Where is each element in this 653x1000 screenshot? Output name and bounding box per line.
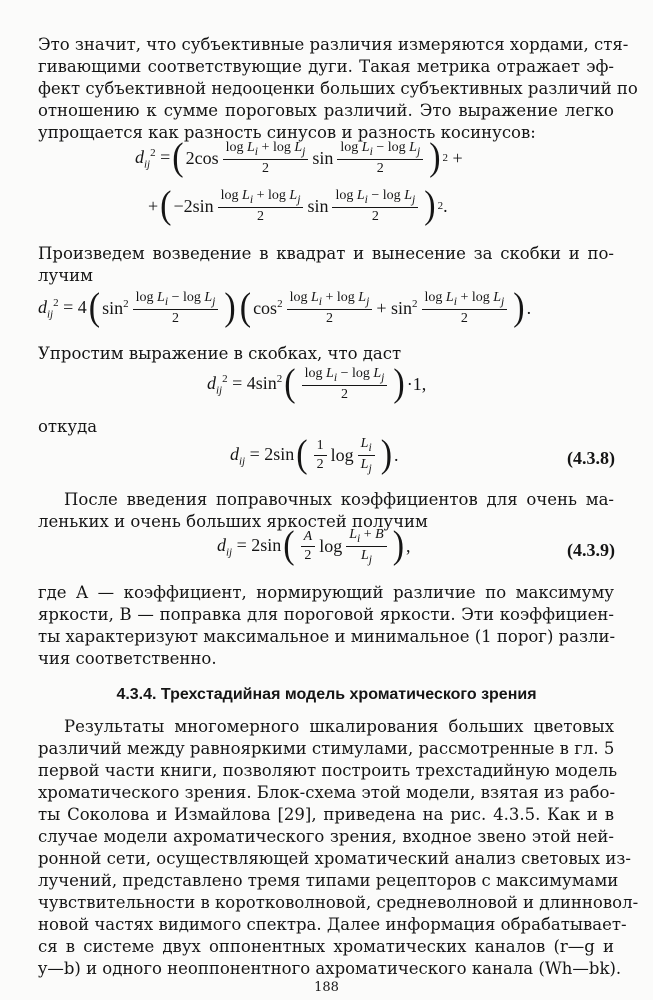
text-line: упрощается как разность синусов и разность косинусов: <box>38 123 536 142</box>
text-line: гивающими соответствующие дуги. Такая метрика отражает эф- <box>38 57 614 76</box>
formula-line-3: $d_{ij}^2 = 4$ ( $\sin^2$ $\frac{\log L_i - \log L_j}{2}$ ) ( $\cos^2$ $\frac{\log L_i + \log L_j}{2}$ + $\sin^2$ $\frac{\log L_i + \log L_j}{2}$ ) . <box>38 286 532 330</box>
text-line: фект субъективной недооценки больших субъективных различий по <box>38 79 638 98</box>
equation-4-3-8: $d_{ij} = 2\sin$ ( $\frac{1}{2}$ log $\frac{L_i}{L_j}$ ) . <box>230 433 399 476</box>
text-line: откуда <box>38 417 98 436</box>
text-line: леньких и очень больших яркостей получим <box>38 512 428 531</box>
text-line: Произведем возведение в квадрат и вынесение за скобки и по- <box>38 244 614 263</box>
text-line: где A — коэффициент, нормирующий различие по максимуму <box>38 583 614 602</box>
page-number: 188 <box>314 980 339 995</box>
text-line: ты характеризуют максимальное и минимальное (1 порог) разли- <box>38 627 616 646</box>
text-line: лучим <box>38 266 93 285</box>
text-line: различий между равнояркими стимулами, рассмотренные в гл. 5 <box>38 739 615 758</box>
equation-number: (4.3.9) <box>567 540 615 560</box>
section-heading: 4.3.4. Трехстадийная модель хроматического зрения <box>116 686 537 703</box>
formula-line-1: $d_{ij}^2$ = ( 2cos $\frac{\log L_i + \log L_j}{2}$ sin $\frac{\log L_i - \log L_j}{2}$ ) 2 + <box>135 136 463 180</box>
text-line: Результаты многомерного шкалирования больших цветовых <box>64 717 614 736</box>
text-line: чия соответственно. <box>38 649 217 668</box>
text-line: яркости, B — поправка для пороговой яркости. Эти коэффициен- <box>38 605 614 624</box>
text-line: лучений, представлено тремя типами рецепторов с максимумами <box>38 871 619 890</box>
text-line: y—b) и одного неоппонентного ахроматического канала (Wh—bk). <box>38 959 622 978</box>
text-line: первой части книги, позволяют построить трехстадийную модель <box>38 761 618 780</box>
text-line: новой частях видимого спектра. Далее информация обрабатывает- <box>38 915 627 934</box>
text-line: хроматического зрения. Блок-схема этой модели, взятая из рабо- <box>38 783 616 802</box>
text-line: чувствительности в коротковолновой, средневолновой и длинновол- <box>38 893 639 912</box>
text-line: Это значит, что субъективные различия измеряются хордами, стя- <box>38 35 629 54</box>
text-line: После введения поправочных коэффициентов для очень ма- <box>64 490 614 509</box>
formula-line-4: $d_{ij}^2 = 4\sin^2$ ( $\frac{\log L_i - \log L_j}{2}$ ) ·1, <box>207 362 427 406</box>
text-line: случае модели ахроматического зрения, входное звено этой ней- <box>38 827 614 846</box>
text-line: ронной сети, осуществляющей хроматический анализ световых из- <box>38 849 631 868</box>
formula-line-2: + ( −2sin $\frac{\log L_i + \log L_j}{2}$ sin $\frac{\log L_i - \log L_j}{2}$ ) 2 . <box>148 184 448 228</box>
equation-number: (4.3.8) <box>567 448 615 468</box>
equation-4-3-9: $d_{ij} = 2\sin$ ( $\frac{A}{2}$ log $\frac{L_i + B}{L_j}$ ) , <box>217 524 411 567</box>
text-line: ты Соколова и Измайлова [29], приведена на рис. 4.3.5. Как и в <box>38 805 614 824</box>
text-line: отношению к сумме пороговых различий. Это выражение легко <box>38 101 614 120</box>
text-line: ся в системе двух оппонентных хроматических каналов (r—g и <box>38 937 614 956</box>
text-line: Упростим выражение в скобках, что даст <box>38 344 402 363</box>
